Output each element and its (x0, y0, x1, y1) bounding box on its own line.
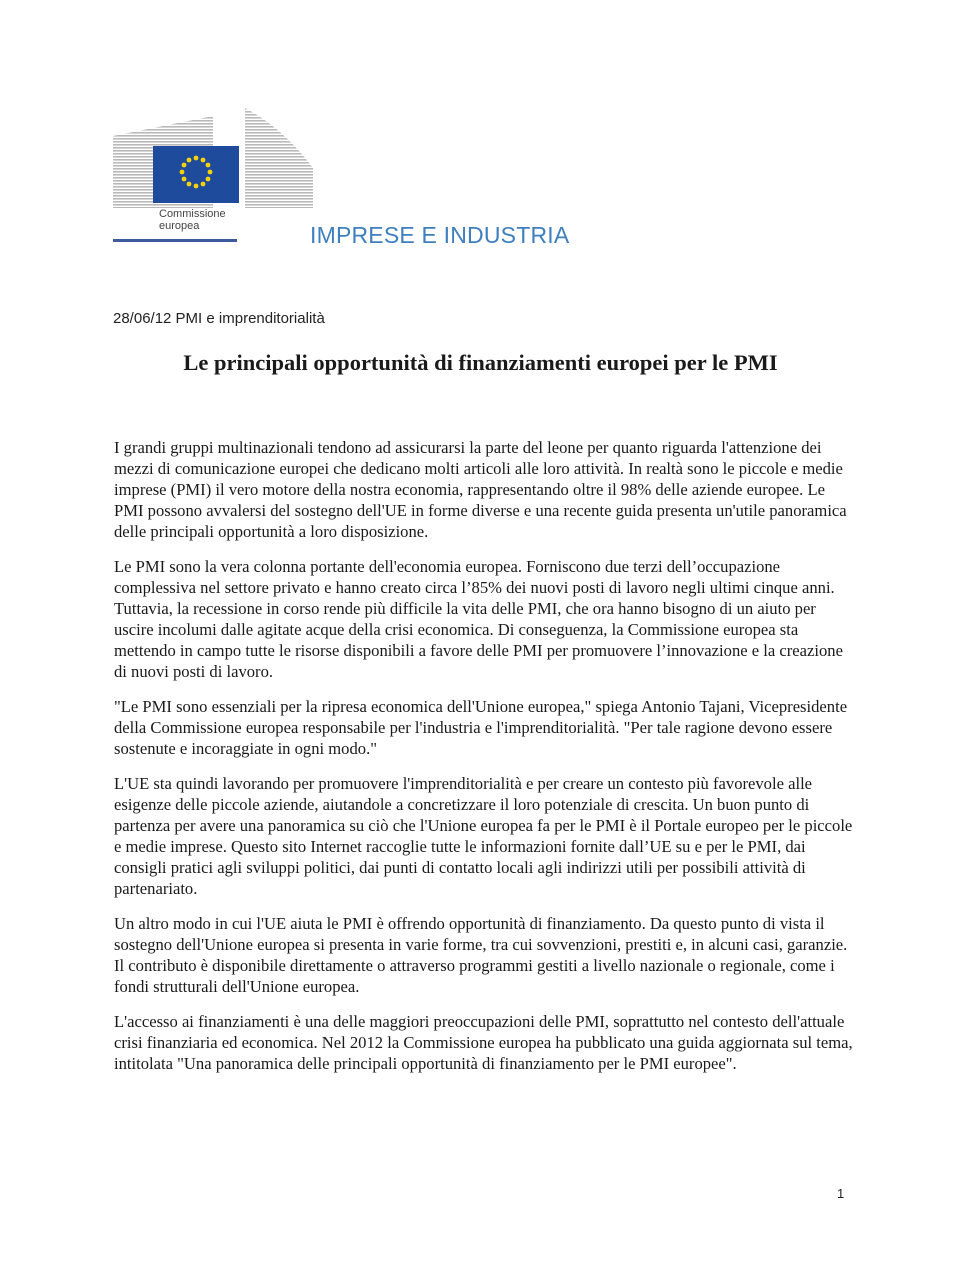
article-title: Le principali opportunità di finanziamenti europei per le PMI (183, 350, 778, 375)
paragraph: Le PMI sono la vera colonna portante dell'economia europea. Forniscono due terzi dell’occupazione complessiva nel settore privato e hanno creato circa l’85% dei nuovi posti di lavoro negli ultimi cinque anni. Tuttavia, la recessione in corso rende più difficile la vita delle PMI, che ora hanno bisogno di un aiuto per uscire incolumi dalle agitate acque della crisi economica. Di conseguenza, la Commissione europea sta mettendo in campo tutte le risorse disponibili a favore delle PMI per promuovere l’innovazione e la creazione di nuovi posti di lavoro. (114, 557, 843, 681)
logo-line-1: Commissione (159, 208, 226, 220)
paragraph: L'UE sta quindi lavorando per promuovere l'imprenditorialità e per creare un contesto più favorevole alle esigenze delle piccole aziende, aiutandole a concretizzare il loro potenziale di crescita. Un buon punto di partenza per avere una panoramica su ciò che l'Unione europea fa per le PMI è il Portale europeo per le piccole e medie imprese. Questo sito Internet raccoglie tutte le informazioni fornite dall’UE su e per le PMI, dai consigli pratici agli sviluppi politici, dai punti di contatto locali agli indirizzi utili per possibili attività di partenariato. (114, 774, 853, 898)
paragraph: I grandi gruppi multinazionali tendono ad assicurarsi la parte del leone per quanto riguarda l'attenzione dei mezzi di comunicazione europei che dedicano molti articoli alle loro attività. In realtà sono le piccole e medie imprese (PMI) il vero motore della nostra economia, rappresentando oltre il 98% delle aziende europee. Le PMI possono avvalersi del sostegno dell'UE in forme diverse e una recente guida presenta un'utile panoramica delle principali opportunità a loro disposizione. (114, 438, 847, 541)
page-number: 1 (837, 1186, 845, 1201)
section-title: IMPRESE E INDUSTRIA (310, 222, 570, 248)
european-commission-logo (113, 108, 313, 248)
paragraph: L'accesso ai finanziamenti è una delle maggiori preoccupazioni delle PMI, soprattutto nel contesto dell'attuale crisi finanziaria ed economica. Nel 2012 la Commissione europea ha pubblicato una guida aggiornata sul tema, intitolata "Una panoramica delle principali opportunità di finanziamento per le PMI europee". (114, 1012, 853, 1073)
article-body (114, 437, 854, 1088)
logo-wordmark (159, 208, 226, 232)
paragraph: Un altro modo in cui l'UE aiuta le PMI è offrendo opportunità di finanziamento. Da questo punto di vista il sostegno dell'Unione europea si presenta in varie forme, tra cui sovvenzioni, prestiti e, in alcuni casi, garanzie. Il contributo è disponibile direttamente o attraverso programmi gestiti a livello nazionale o regionale, come i fondi strutturali dell'Unione europea. (114, 914, 848, 996)
eu-flag (153, 146, 239, 203)
logo-line-2: europea (159, 220, 200, 232)
logo-underline (113, 239, 237, 242)
paragraph: "Le PMI sono essenziali per la ripresa economica dell'Unione europea," spiega Antonio Tajani, Vicepresidente della Commissione europea responsabile per l'industria e l'imprenditorialità. "Per tale ragione devono essere sostenute e incoraggiate in ogni modo." (114, 697, 848, 758)
article-dateline: 28/06/12 PMI e imprenditorialità (113, 310, 325, 327)
berlaymont-building-graphic (113, 108, 313, 208)
